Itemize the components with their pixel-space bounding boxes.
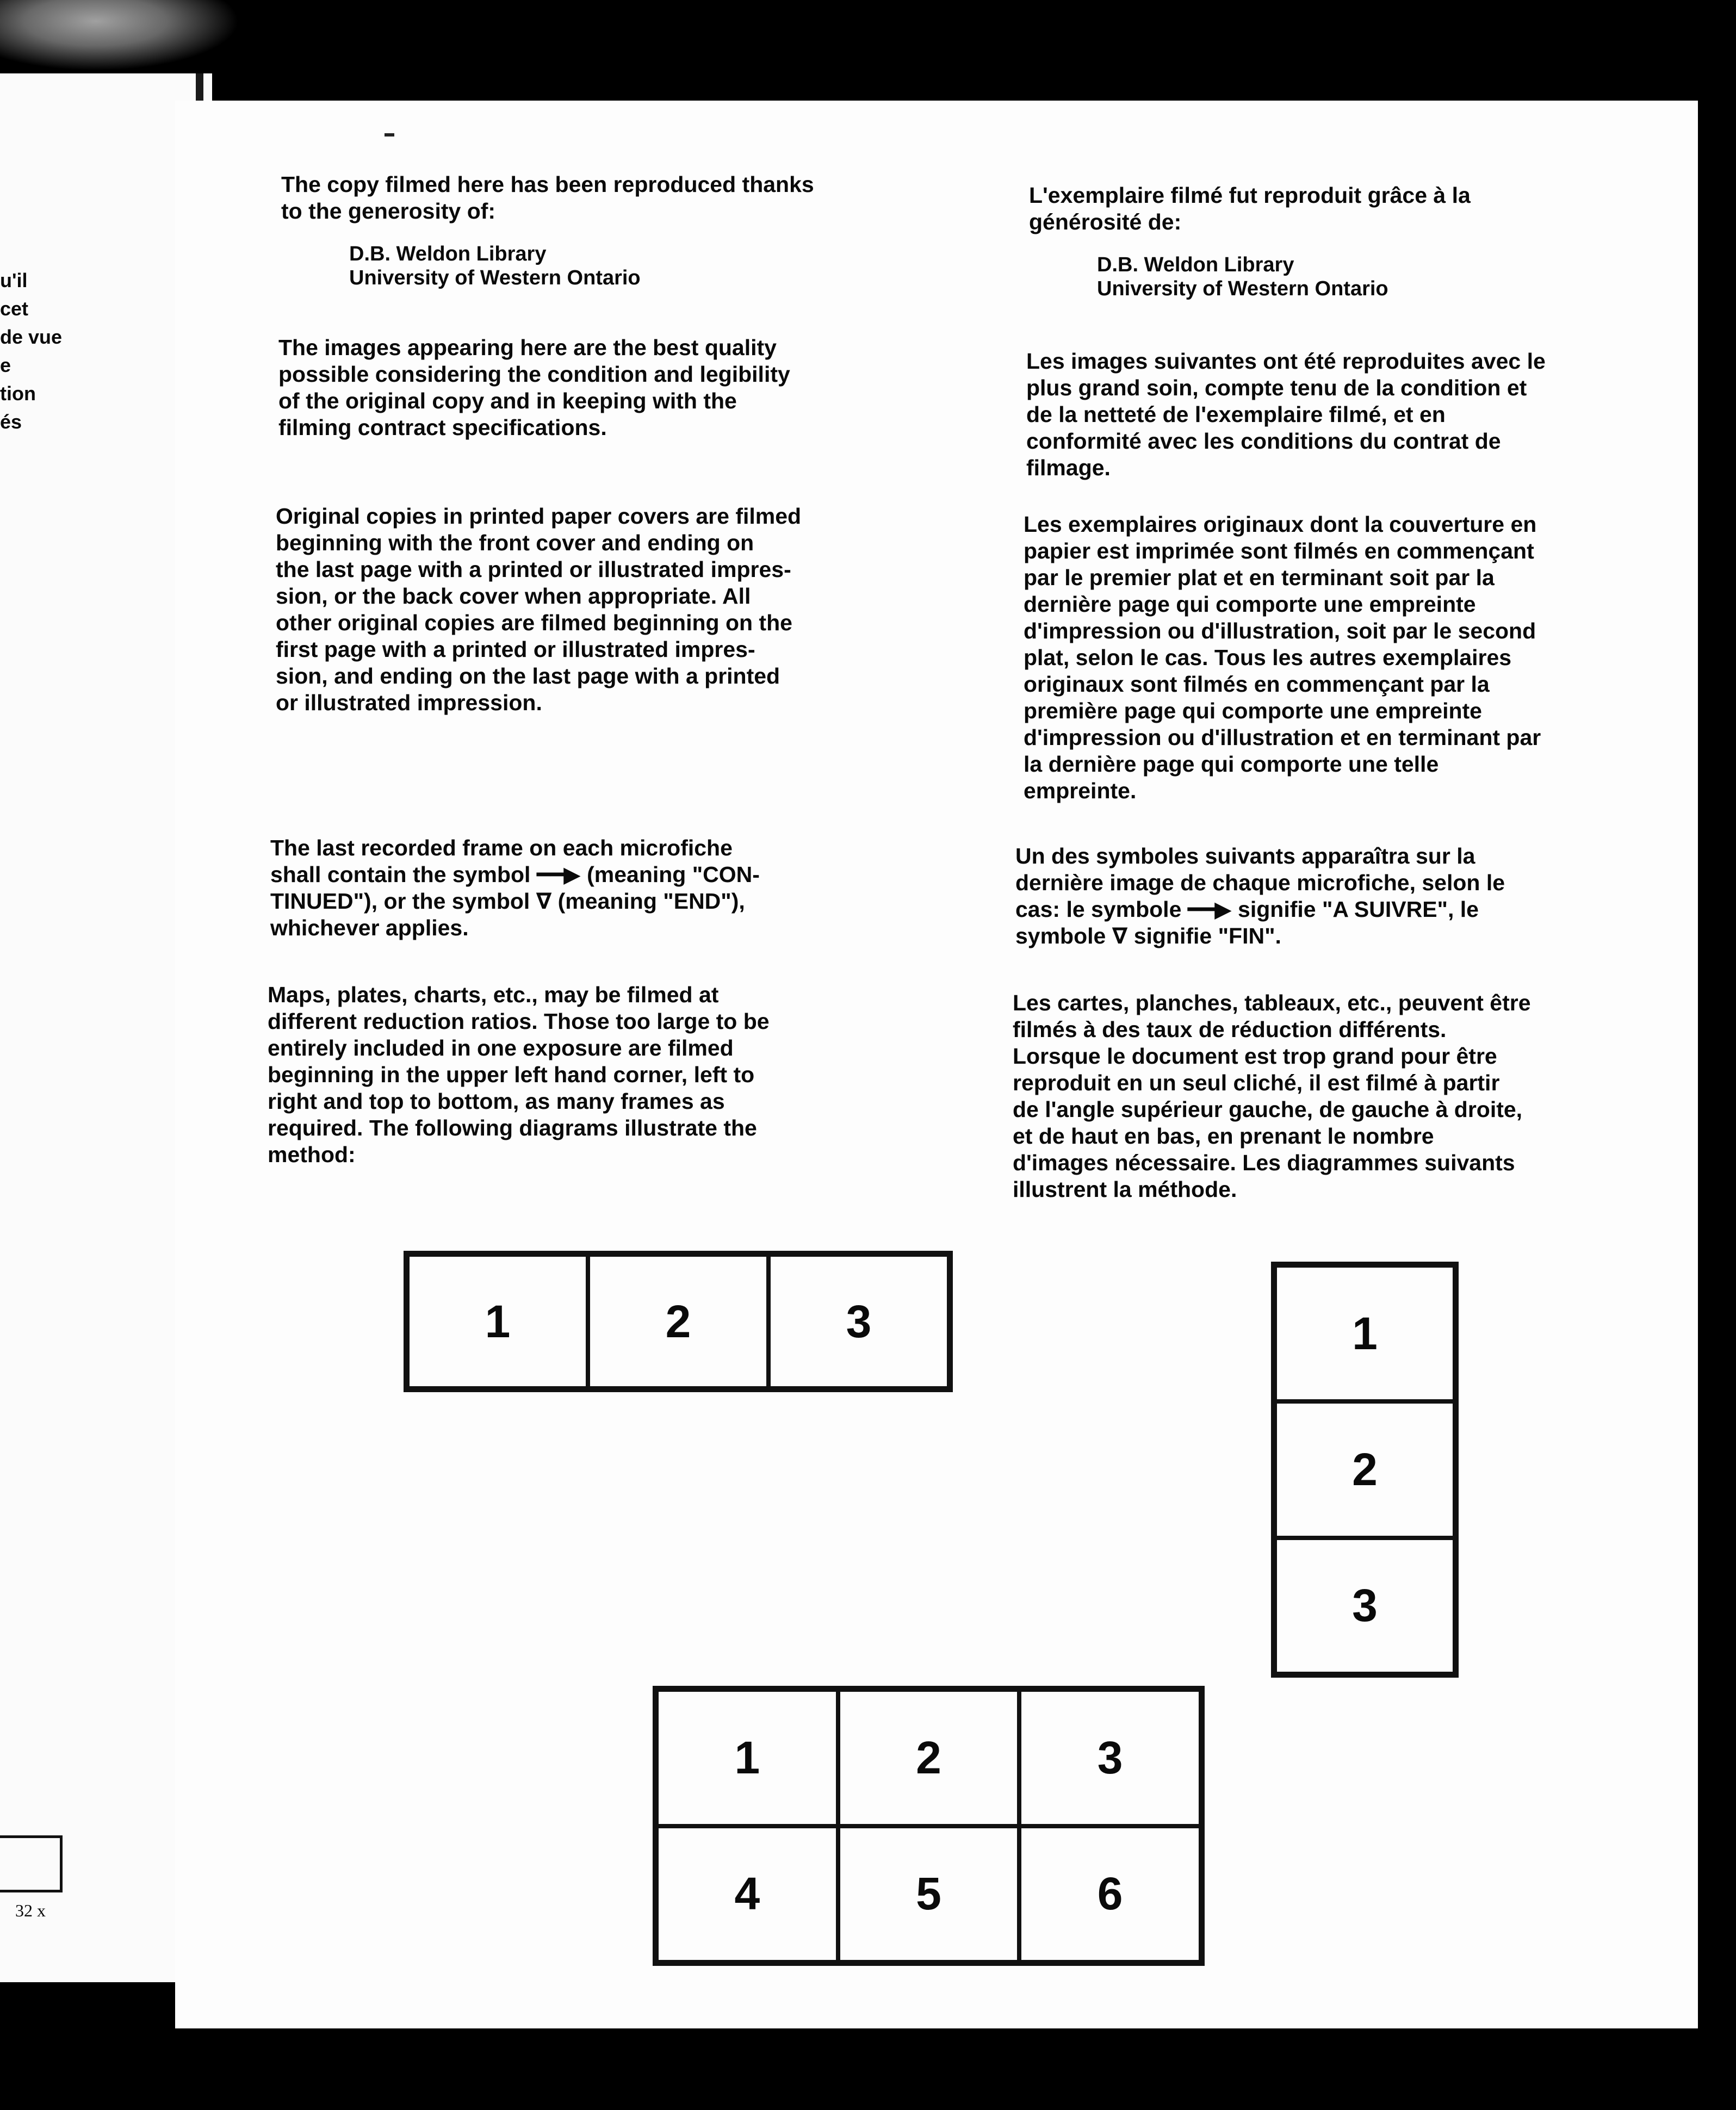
english-originals-text: Original copies in printed paper covers are filmed beginning with the front cover and ending on the last page with a printed or illustrated impres- sion, or the back cover when appropriate. All other original copies are filmed beginning on the first page with a printed or illustrated impres- sion, and ending on the last page with a printed or illustrated impression. (276, 504, 802, 715)
diagram-cell: 1 (1275, 1265, 1455, 1401)
diagram-cell: 2 (588, 1255, 768, 1388)
page-number: 32 x (15, 1901, 46, 1920)
english-symbols (270, 835, 972, 941)
vertical-diagram (1271, 1262, 1459, 1678)
fragment-line: tion (0, 382, 36, 405)
english-maps-text: Maps, plates, charts, etc., may be filmed at different reduction ratios. Those too large to be entirely included in one exposure are filmed beginning in the upper left hand corner, left to right and top to bottom, as many frames as required. The following diagrams illustrate the method: (268, 982, 770, 1167)
diagram-cell: 2 (1275, 1401, 1455, 1537)
english-symbols-text: The last recorded frame on each microfiche shall contain the symbol ━━▶ (meaning "CON- TINUED"), or the symbol ∇ (meaning "END"), whichever applies. (270, 835, 760, 940)
english-maps (268, 982, 975, 1168)
fragment-line: és (0, 411, 22, 433)
diagram-cell: 3 (1019, 1690, 1201, 1826)
english-originals (276, 503, 977, 716)
fragment-line: e (0, 354, 11, 376)
french-maps-text: Les cartes, planches, tableaux, etc., peuvent être filmés à des taux de réduction différents. Lorsque le document est trop grand pour être reproduit en un seul cliché, il est filmé à partir de l'angle supérieur gauche, de gauche à droite, et de haut en bas, en prenant le nombre d'images nécessaire. Les diagrammes suivants illustrent la méthode. (1013, 990, 1531, 1202)
english-quality (278, 334, 975, 441)
horizontal-diagram (404, 1251, 953, 1392)
diagram-cell: 3 (1275, 1538, 1455, 1674)
french-intro-text: L'exemplaire filmé fut reproduit grâce à la générosité de: (1029, 183, 1471, 234)
fragment-line: cet (0, 297, 29, 320)
french-library: D.B. Weldon Library University of Western Ontario (1097, 253, 1388, 300)
fragment-line: u'il (0, 269, 28, 291)
french-originals-text: Les exemplaires originaux dont la couverture en papier est imprimée sont filmés en commençant par le premier plat et en terminant soit par la dernière page qui comporte une empreinte d'impression ou d'illustration, soit par le second plat, selon le cas. Tous les autres exemplaires originaux sont filmés en commençant par la première page qui comporte une empreinte d'impression ou d'illustration et en terminant par la dernière page qui comporte une telle empreinte. (1024, 512, 1541, 803)
diagram-cell: 5 (838, 1826, 1020, 1963)
diagram-cell: 4 (656, 1826, 838, 1963)
diagram-cell: 2 (838, 1690, 1020, 1826)
scan-noise (0, 0, 239, 71)
french-quality-text: Les images suivantes ont été reproduites avec le plus grand soin, compte tenu de la condition et de la netteté de l'exemplaire filmé, et en conformité avec les conditions du contrat de filmage. (1026, 349, 1546, 480)
grid-diagram (653, 1686, 1205, 1966)
french-originals (1024, 511, 1701, 804)
fragment-line: de vue (0, 326, 63, 348)
diagram-cell: 1 (407, 1255, 588, 1388)
fragment-diagram (0, 1835, 63, 1892)
diagram-cell: 1 (656, 1690, 838, 1826)
diagram-cell: 6 (1019, 1826, 1201, 1963)
english-library: D.B. Weldon Library University of Western Ontario (349, 243, 641, 289)
french-quality (1026, 348, 1701, 481)
mark (385, 133, 394, 136)
french-intro (1029, 182, 1698, 235)
diagram-cell: 3 (768, 1255, 949, 1388)
english-intro-text: The copy filmed here has been reproduced thanks to the generosity of: (281, 172, 814, 224)
english-quality-text: The images appearing here are the best quality possible considering the condition and legibility of the original copy and in keeping with the filming contract specifications. (278, 335, 790, 440)
french-symbols (1015, 843, 1695, 949)
french-symbols-text: Un des symboles suivants apparaîtra sur la dernière image de chaque microfiche, selon le cas: le symbole ━━▶ signifie "A SUIVRE", le symbole ∇ signifie "FIN". (1015, 843, 1505, 948)
english-intro (281, 171, 972, 225)
french-maps (1013, 990, 1698, 1203)
main-page (175, 101, 1698, 2028)
